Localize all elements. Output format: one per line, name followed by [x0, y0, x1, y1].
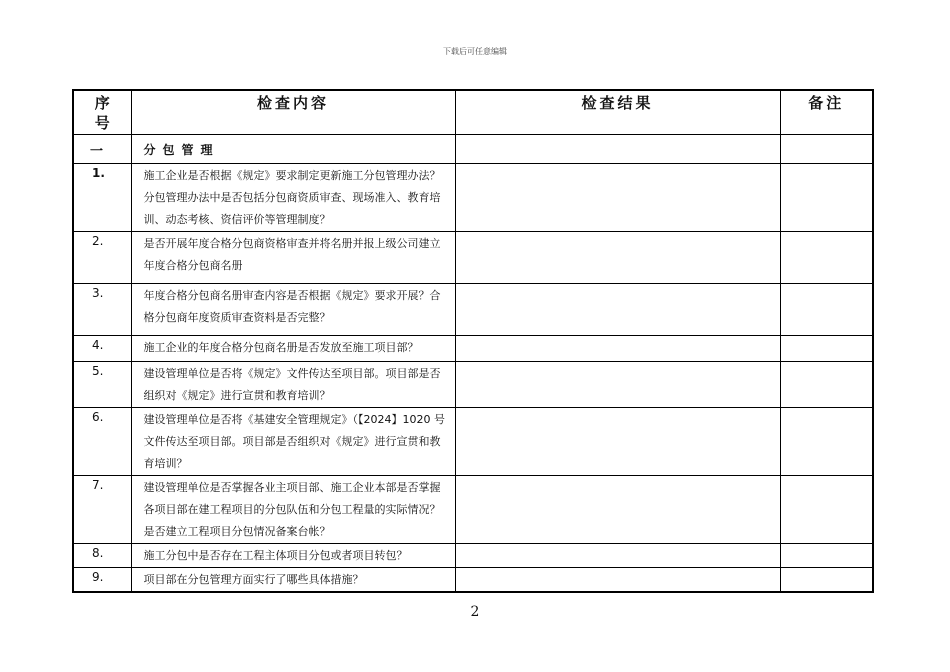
row-content: 施工企业的年度合格分包商名册是否发放至施工项目部？ [131, 335, 455, 361]
table-row [73, 231, 873, 283]
row-content: 建设管理单位是否将《基建安全管理规定》（【2024】1020 号文件传达至项目部。项目部是否组织对《规定》进行宣贯和教育培训？ [131, 407, 455, 475]
table-row [73, 335, 873, 361]
row-content: 项目部在分包管理方面实行了哪些具体措施？ [131, 567, 455, 592]
remark-cell[interactable] [780, 283, 873, 335]
column-header-seq: 序号 [73, 90, 131, 134]
section-row [73, 134, 873, 163]
row-number: 5. [73, 361, 131, 407]
row-content: 建设管理单位是否将《规定》文件传达至项目部。项目部是否组织对《规定》进行宣贯和教育培训？ [131, 361, 455, 407]
remark-cell[interactable] [780, 134, 873, 163]
header-note: 下载后可任意编辑 [443, 47, 507, 56]
column-header-result: 检查结果 [455, 90, 780, 134]
row-content: 施工分包中是否存在工程主体项目分包或者项目转包？ [131, 543, 455, 567]
row-number: 8. [73, 543, 131, 567]
row-number: 7. [73, 475, 131, 543]
row-content: 建设管理单位是否掌握各业主项目部、施工企业本部是否掌握各项目部在建工程项目的分包队伍和分包工程量的实际情况？是否建立工程项目分包情况备案台帐？ [131, 475, 455, 543]
result-cell[interactable] [455, 163, 780, 231]
remark-cell[interactable] [780, 407, 873, 475]
row-number: 1. [73, 163, 131, 231]
section-number: 一 [73, 134, 131, 163]
page-number: 2 [470, 604, 480, 620]
result-cell[interactable] [455, 567, 780, 592]
result-cell[interactable] [455, 231, 780, 283]
result-cell[interactable] [455, 134, 780, 163]
remark-cell[interactable] [780, 231, 873, 283]
result-cell[interactable] [455, 543, 780, 567]
result-cell[interactable] [455, 407, 780, 475]
table-row [73, 283, 873, 335]
table-row [73, 163, 873, 231]
row-number: 2. [73, 231, 131, 283]
table-row [73, 361, 873, 407]
column-header-remark: 备注 [780, 90, 873, 134]
row-content: 是否开展年度合格分包商资格审查并将名册并报上级公司建立年度合格分包商名册 [131, 231, 455, 283]
remark-cell[interactable] [780, 567, 873, 592]
result-cell[interactable] [455, 335, 780, 361]
remark-cell[interactable] [780, 335, 873, 361]
column-header-content: 检查内容 [131, 90, 455, 134]
table-row [73, 543, 873, 567]
remark-cell[interactable] [780, 543, 873, 567]
result-cell[interactable] [455, 475, 780, 543]
section-title: 分包管理 [131, 134, 455, 163]
row-content: 施工企业是否根据《规定》要求制定更新施工分包管理办法？分包管理办法中是否包括分包商资质审查、现场准入、教育培训、动态考核、资信评价等管理制度？ [131, 163, 455, 231]
result-cell[interactable] [455, 361, 780, 407]
result-cell[interactable] [455, 283, 780, 335]
table-row [73, 475, 873, 543]
row-content: 年度合格分包商名册审查内容是否根据《规定》要求开展？合格分包商年度资质审查资料是否完整？ [131, 283, 455, 335]
table-row [73, 407, 873, 475]
table-row [73, 567, 873, 592]
remark-cell[interactable] [780, 163, 873, 231]
row-number: 4. [73, 335, 131, 361]
remark-cell[interactable] [780, 475, 873, 543]
remark-cell[interactable] [780, 361, 873, 407]
header-row [73, 90, 873, 134]
inspection-table [72, 89, 874, 593]
row-number: 3. [73, 283, 131, 335]
row-number: 6. [73, 407, 131, 475]
row-number: 9. [73, 567, 131, 592]
